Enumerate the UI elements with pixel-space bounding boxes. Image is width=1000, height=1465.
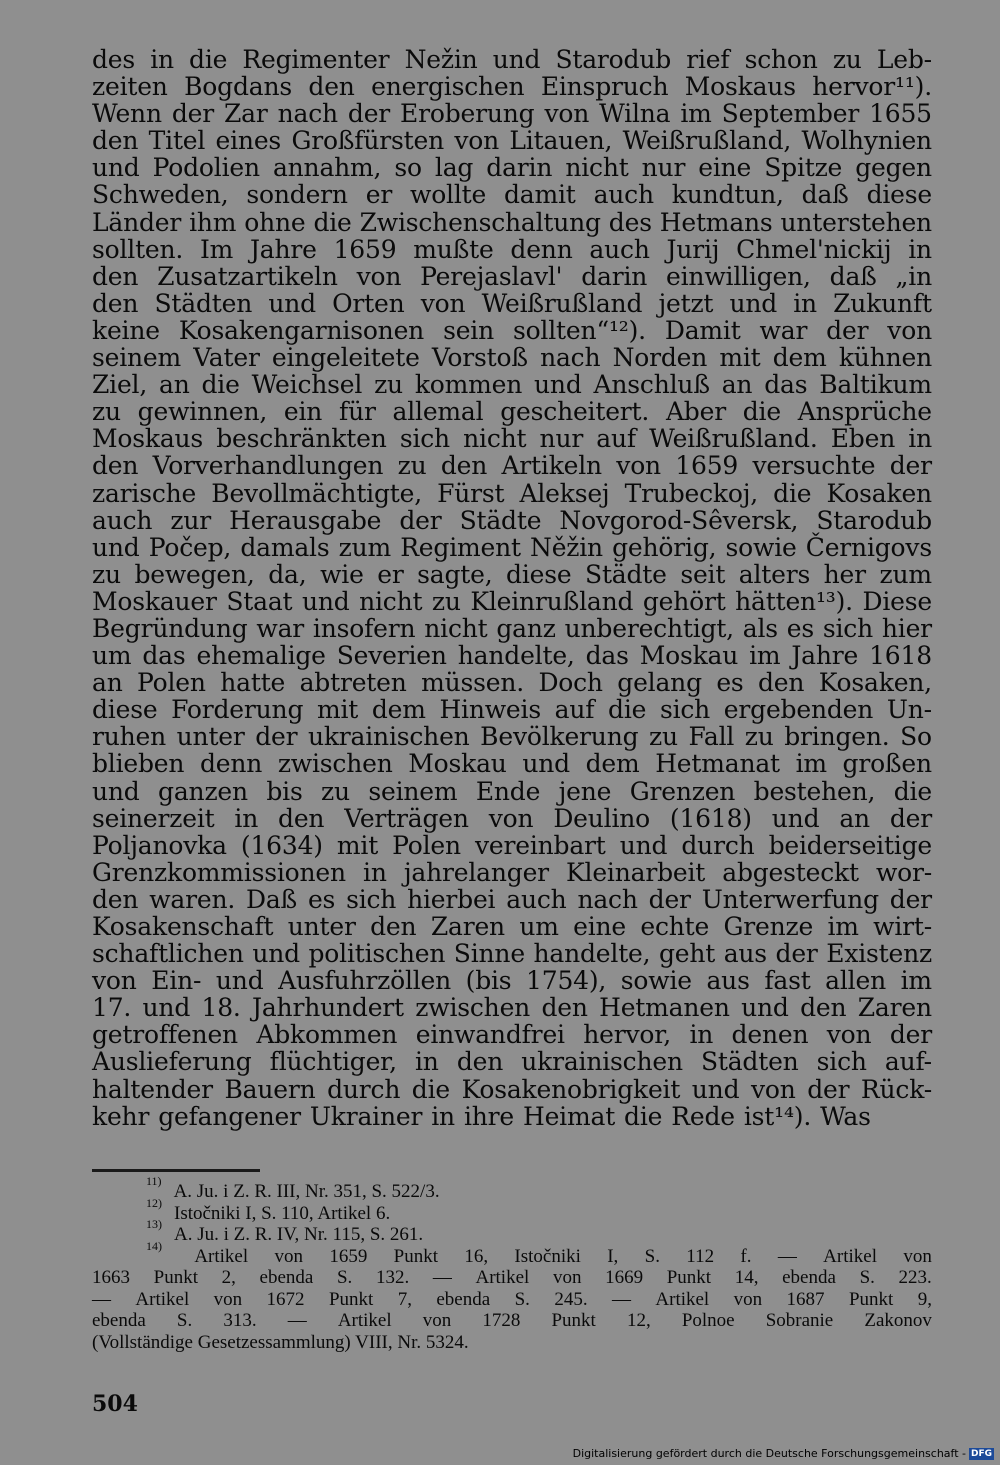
footnote-separator [92, 1169, 260, 1172]
dfg-logo: DFG [970, 1448, 992, 1459]
footnote-line: ebenda S. 313. — Artikel von 1728 Punkt 12, Polnoe Sobranie Zakonov [92, 1310, 932, 1331]
body-line: seinerzeit in den Verträgen von Deulino (1618) und an der [92, 803, 932, 833]
body-line: Moskaus beschränkten sich nicht nur auf Weißrußland. Eben in [92, 424, 932, 454]
footnote-text: A. Ju. i Z. R. III, Nr. 351, S. 522/3. [173, 1181, 440, 1202]
credit-text: Digitalisierung gefördert durch die Deutsche Forschungsgemeinschaft - [572, 1447, 966, 1460]
body-line: zeiten Bogdans den energischen Einspruch Moskaus hervor¹¹). [92, 72, 932, 102]
body-line: Grenzkommissionen in jahrelanger Kleinarbeit abgesteckt wor- [92, 857, 932, 887]
body-line: und Počep, damals zum Regiment Něžin gehörig, sowie Černigovs [92, 532, 932, 562]
body-line: Ziel, an die Weichsel zu kommen und Anschluß an das Baltikum [92, 370, 932, 400]
body-line: den Städten und Orten von Weißrußland jetzt und in Zukunft [92, 288, 932, 318]
footnote-text: Istočniki I, S. 110, Artikel 6. [174, 1202, 391, 1224]
body-line: um das ehemalige Severien handelte, das Moskau im Jahre 1618 [92, 641, 932, 671]
body-line: sollten. Im Jahre 1659 mußte denn auch Jurij Chmel'nickij in [92, 234, 932, 264]
footnote-mark: 12) [146, 1195, 162, 1210]
body-line: Auslieferung flüchtiger, in den ukrainischen Städten sich auf- [92, 1047, 932, 1077]
footnotes [92, 1174, 932, 1353]
footnote-line [92, 1195, 932, 1225]
body-line: schaftlichen und politischen Sinne handelte, geht aus der Existenz [92, 939, 932, 969]
body-line: blieben denn zwischen Moskau und dem Hetmanat im großen [92, 749, 932, 779]
body-line: Kosakenschaft unter den Zaren um eine echte Grenze im wirt- [92, 912, 932, 941]
body-line: des in die Regimenter Nežin und Starodub rief schon zu Leb- [92, 45, 932, 74]
footnote-line [92, 1332, 932, 1354]
body-line: Schweden, sondern er wollte damit auch kundtun, daß diese [92, 180, 932, 210]
body-line: von Ein- und Ausfuhrzöllen (bis 1754), sowie aus fast allen im [92, 966, 932, 996]
footnote-mark: 13) [146, 1217, 162, 1231]
body-line: diese Forderung mit dem Hinweis auf die sich ergebenden Un- [92, 695, 932, 725]
body-line: zu gewinnen, ein für allemal gescheitert. Aber die Ansprüche [92, 397, 932, 427]
body-line: seinem Vater eingeleitete Vorstoß nach Norden mit dem kühnen [92, 343, 932, 373]
body-line: zu bewegen, da, wie er sagte, diese Städte seit alters her zum [92, 559, 932, 589]
footnote-line [92, 1174, 932, 1203]
body-line: den Titel eines Großfürsten von Litauen, Weißrußland, Wolhynien [92, 126, 932, 156]
footnote-line: 14) Artikel von 1659 Punkt 16, Istočniki I, S. 112 f. — Artikel von [146, 1238, 932, 1267]
footnote-text: A. Ju. i Z. R. IV, Nr. 115, S. 261. [174, 1224, 424, 1245]
body-line: ruhen unter der ukrainischen Bevölkerung zu Fall zu bringen. So [92, 722, 932, 752]
body-line: Länder ihm ohne die Zwischenschaltung des Hetmans unterstehen [92, 207, 932, 237]
footnote-line: — Artikel von 1672 Punkt 7, ebenda S. 245. — Artikel von 1687 Punkt 9, [92, 1288, 932, 1310]
footnote-line [92, 1217, 932, 1246]
body-line: den Vorverhandlungen zu den Artikeln von 1659 versuchte der [92, 451, 932, 481]
body-line: und ganzen bis zu seinem Ende jene Grenzen bestehen, die [92, 776, 932, 806]
body-line: an Polen hatte abtreten müssen. Doch gelang es den Kosaken, [92, 668, 932, 698]
body-line: haltender Bauern durch die Kosakenobrigkeit und von der Rück- [92, 1074, 932, 1104]
body-text [92, 46, 932, 1130]
body-line: Wenn der Zar nach der Eroberung von Wilna im September 1655 [92, 99, 932, 129]
body-line: kehr gefangener Ukrainer in ihre Heimat die Rede ist¹⁴). Was [92, 1101, 871, 1131]
page-number: 504 [92, 1391, 138, 1417]
body-line: Poljanovka (1634) mit Polen vereinbart und durch beiderseitige [92, 830, 932, 860]
body-line: den waren. Daß es sich hierbei auch nach der Unterwerfung der [92, 884, 932, 914]
body-line: und Podolien annahm, so lag darin nicht nur eine Spitze gegen [92, 153, 932, 183]
digitization-credit [573, 1447, 994, 1460]
footnote-text: (Vollständige Gesetzessammlung) VIII, Nr. 5324. [92, 1331, 469, 1353]
footnote-mark: 11) [146, 1174, 162, 1188]
body-line: auch zur Herausgabe der Städte Novgorod-Sêversk, Starodub [92, 505, 932, 535]
body-line: Begründung war insofern nicht ganz unberechtigt, als es sich hier [92, 613, 932, 643]
body-line: den Zusatzartikeln von Perejaslavl' darin einwilligen, daß „in [92, 261, 932, 291]
body-line: getroffenen Abkommen einwandfrei hervor, in denen von der [92, 1020, 932, 1050]
body-line: 17. und 18. Jahrhundert zwischen den Hetmanen und den Zaren [92, 993, 932, 1023]
footnote-line: 1663 Punkt 2, ebenda S. 132. — Artikel von 1669 Punkt 14, ebenda S. 223. [92, 1267, 932, 1288]
body-line: Moskauer Staat und nicht zu Kleinrußland gehört hätten¹³). Diese [92, 586, 932, 616]
footnote-mark: 14) [146, 1238, 162, 1253]
body-line: zarische Bevollmächtigte, Fürst Aleksej Trubeckoj, die Kosaken [92, 478, 932, 508]
body-line: keine Kosakengarnisonen sein sollten“¹²). Damit war der von [92, 315, 932, 345]
